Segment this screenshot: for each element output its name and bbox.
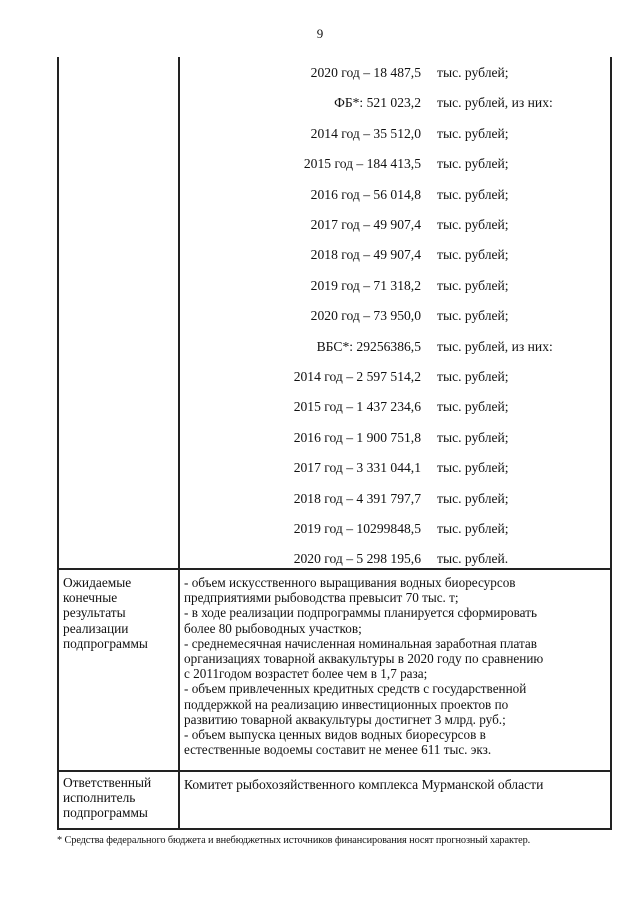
- results-line: более 80 рыбоводных участков;: [184, 620, 362, 636]
- table-border-right: [610, 57, 612, 830]
- results-line: развитию товарной аквакультуры достигнет 3 млрд. руб.;: [184, 711, 506, 727]
- footnote: * Средства федерального бюджета и внебюджетных источников финансирования носят прогнозный характер.: [57, 835, 531, 846]
- results-line: организациях товарной аквакультуры в 2020 году по сравнению: [184, 651, 544, 667]
- financing-row-label: 2020 год – 5 298 195,6: [293, 551, 421, 567]
- financing-row-label: 2015 год – 1 437 234,6: [293, 399, 421, 415]
- results-line: поддержкой на реализацию инвестиционных проектов по: [184, 696, 509, 712]
- financing-row-label: 2018 год – 49 907,4: [310, 247, 421, 263]
- financing-row-unit: тыс. рублей;: [437, 460, 509, 476]
- results-line: предприятиями рыбоводства превысит 70 тыс. т;: [184, 590, 459, 606]
- label-line: Ожидаемые: [63, 575, 132, 590]
- passport-table: [57, 57, 612, 830]
- results-line: - объем привлеченных кредитных средств с государственной: [184, 681, 527, 697]
- executor-value: Комитет рыбохозяйственного комплекса Мурманской области: [184, 777, 544, 792]
- page-number: 9: [316, 26, 324, 41]
- table-row-divider: [57, 770, 612, 772]
- financing-row-unit: тыс. рублей;: [437, 247, 509, 263]
- financing-row-unit: тыс. рублей, из них:: [437, 95, 553, 111]
- financing-row-unit: тыс. рублей;: [437, 65, 509, 80]
- financing-row-unit: тыс. рублей, из них:: [437, 338, 553, 354]
- financing-row-unit: тыс. рублей;: [437, 156, 509, 172]
- label-line: результаты: [63, 605, 126, 621]
- financing-row-label: 2020 год – 73 950,0: [310, 308, 421, 324]
- financing-row-unit: тыс. рублей;: [437, 186, 509, 202]
- financing-row-label: 2018 год – 4 391 797,7: [293, 490, 421, 506]
- financing-row-unit: тыс. рублей;: [437, 490, 509, 506]
- results-line: - объем искусственного выращивания водных биоресурсов: [184, 575, 516, 590]
- label-line: подпрограммы: [63, 635, 148, 651]
- label-line: исполнитель: [63, 790, 136, 806]
- financing-row-unit: тыс. рублей;: [437, 277, 509, 293]
- financing-row-label: 2017 год – 3 331 044,1: [293, 460, 421, 476]
- results-label: [63, 575, 179, 651]
- executor-label: [63, 775, 179, 821]
- financing-row-unit: тыс. рублей;: [437, 308, 509, 324]
- financing-row-unit: тыс. рублей;: [437, 369, 509, 384]
- label-line: реализации: [63, 620, 129, 636]
- financing-row-label: 2014 год – 35 512,0: [310, 125, 421, 141]
- financing-row-label: 2016 год – 56 014,8: [310, 186, 421, 202]
- financing-row-label: 2014 год – 2 597 514,2: [293, 369, 421, 384]
- financing-row-label: 2017 год – 49 907,4: [310, 217, 421, 232]
- financing-row-unit: тыс. рублей;: [437, 521, 509, 536]
- table-border-bottom: [57, 828, 612, 830]
- financing-row-label: ВБС*: 29256386,5: [316, 338, 421, 354]
- financing-row-unit: тыс. рублей;: [437, 125, 509, 141]
- results-text: [184, 575, 609, 757]
- financing-row-unit: тыс. рублей;: [437, 429, 509, 445]
- label-line: конечные: [63, 590, 118, 606]
- label-line: подпрограммы: [63, 805, 148, 821]
- financing-row-label: 2015 год – 184 413,5: [303, 156, 421, 172]
- financing-row-label: 2020 год – 18 487,5: [310, 65, 421, 80]
- label-line: Ответственный: [63, 775, 152, 790]
- financing-row-unit: тыс. рублей;: [437, 217, 509, 232]
- results-line: - среднемесячная начисленная номинальная заработная платав: [184, 635, 538, 651]
- results-line: - объем выпуска ценных видов водных биоресурсов в: [184, 727, 486, 743]
- financing-row-label: 2019 год – 10299848,5: [293, 521, 421, 536]
- results-line: - в ходе реализации подпрограммы планируется сформировать: [184, 605, 537, 621]
- financing-row-label: 2019 год – 71 318,2: [310, 277, 421, 293]
- financing-row-unit: тыс. рублей.: [437, 551, 509, 567]
- financing-row-unit: тыс. рублей;: [437, 399, 509, 415]
- results-line: естественные водоемы составит не менее 611 тыс. экз.: [184, 742, 492, 758]
- results-line: с 2011годом возрастет более чем в 1,7 раза;: [184, 666, 428, 682]
- financing-row-label: 2016 год – 1 900 751,8: [293, 429, 421, 445]
- financing-row-label: ФБ*: 521 023,2: [334, 95, 421, 111]
